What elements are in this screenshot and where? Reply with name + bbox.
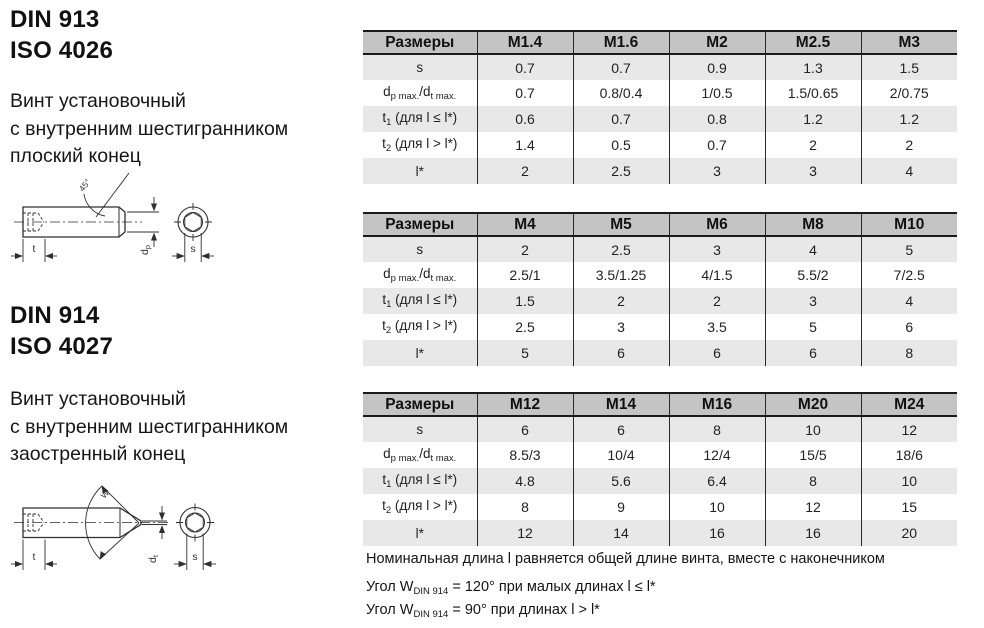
table-row (363, 158, 957, 184)
value-cell: 6.4 (669, 468, 765, 494)
value-cell: 14 (573, 520, 669, 546)
value-cell: 0.8/0.4 (573, 80, 669, 106)
size-column-header: M10 (861, 213, 957, 236)
table-row (363, 288, 957, 314)
description-line: с внутренним шестигранником (10, 117, 289, 140)
value-cell: 16 (765, 520, 861, 546)
standard-ref-din914 (10, 300, 113, 362)
value-cell: 2/0.75 (861, 80, 957, 106)
description-flat-point (10, 88, 288, 171)
value-cell: 8 (765, 468, 861, 494)
value-cell: 5 (477, 340, 573, 366)
row-label: $d_{p max.}/d_{t max.}$ (383, 446, 457, 464)
dimension-dp-label: dp (139, 244, 152, 255)
value-cell: 12/4 (669, 442, 765, 468)
value-cell: 6 (765, 340, 861, 366)
table-row (363, 520, 957, 546)
row-label: $t_2$ (для l > l*) (382, 136, 458, 154)
value-cell: 0.5 (573, 132, 669, 158)
value-cell: 2 (477, 158, 573, 184)
note-angle-120: Угол $W_{DIN 914} = 120^\circ$ при малых длинах l ≤ l* (366, 579, 656, 597)
row-label: $t_2$ (для l > l*) (382, 498, 458, 516)
value-cell: 12 (765, 494, 861, 520)
value-cell: 3.5/1.25 (573, 262, 669, 288)
end-view-hex-socket (172, 203, 214, 262)
value-cell: 2 (573, 288, 669, 314)
value-cell: 6 (573, 416, 669, 442)
value-cell: 1.5 (861, 54, 957, 80)
description-cone-point (10, 386, 288, 469)
hex-socket-outline (187, 513, 203, 532)
table-row (363, 262, 957, 288)
value-cell: 0.7 (573, 106, 669, 132)
value-cell: 3 (765, 288, 861, 314)
value-cell: 1.2 (861, 106, 957, 132)
dimensions-header: Размеры (363, 213, 477, 236)
dimension-dt-label: dt (147, 555, 160, 563)
value-cell: 0.8 (669, 106, 765, 132)
value-cell: 6 (861, 314, 957, 340)
value-cell: 2 (669, 288, 765, 314)
value-cell: 8 (477, 494, 573, 520)
center-ticks (174, 203, 212, 241)
value-cell: 2.5 (573, 158, 669, 184)
value-cell: 1.2 (765, 106, 861, 132)
table-header-row (363, 393, 957, 416)
value-cell: 8.5/3 (477, 442, 573, 468)
value-cell: 5 (765, 314, 861, 340)
dimension-t-label: t (32, 243, 36, 255)
note-nominal-length: Номинальная длина l равняется общей длине винта, вместе с наконечником (366, 551, 885, 567)
table-row (363, 340, 957, 366)
value-cell: 2.5 (573, 236, 669, 262)
table-row (363, 468, 957, 494)
value-cell: 2 (861, 132, 957, 158)
center-ticks (176, 504, 214, 542)
value-cell: 12 (477, 520, 573, 546)
value-cell: 1.3 (765, 54, 861, 80)
dimension-s-label: s (190, 243, 196, 255)
value-cell: 20 (861, 520, 957, 546)
size-column-header: M6 (669, 213, 765, 236)
note-angle-90: Угол $W_{DIN 914} = 90^\circ$ при длинах l > l* (366, 602, 600, 620)
socket-circle (184, 213, 203, 232)
description-line: плоский конец (10, 145, 141, 167)
value-cell: 2.5/1 (477, 262, 573, 288)
row-label: $t_2$ (для l > l*) (382, 318, 458, 336)
row-label: s (416, 242, 424, 257)
standard-ref-din913 (10, 4, 113, 66)
value-cell: 7/2.5 (861, 262, 957, 288)
size-column-header: M16 (669, 393, 765, 416)
value-cell: 8 (669, 416, 765, 442)
value-cell: 18/6 (861, 442, 957, 468)
value-cell: 10 (669, 494, 765, 520)
value-cell: 1.5/0.65 (765, 80, 861, 106)
value-cell: 2 (765, 132, 861, 158)
angle-w-label: W (98, 487, 112, 501)
table-row (363, 132, 957, 158)
row-label: $d_{p max.}/d_{t max.}$ (383, 84, 457, 102)
value-cell: 0.7 (477, 80, 573, 106)
size-column-header: M24 (861, 393, 957, 416)
value-cell: 6 (573, 340, 669, 366)
row-label: $d_{p max.}/d_{t max.}$ (383, 266, 457, 284)
dimensions-table-m12-to-m24 (363, 392, 957, 546)
size-column-header: M2.5 (765, 31, 861, 54)
value-cell: 0.6 (477, 106, 573, 132)
row-label: l* (415, 525, 424, 541)
value-cell: 0.7 (669, 132, 765, 158)
value-cell: 6 (669, 340, 765, 366)
value-cell: 1/0.5 (669, 80, 765, 106)
value-cell: 9 (573, 494, 669, 520)
dimension-t-label: t (32, 551, 36, 563)
value-cell: 2.5 (477, 314, 573, 340)
socket-circle (186, 513, 205, 532)
value-cell: 2 (477, 236, 573, 262)
table-row (363, 106, 957, 132)
size-column-header: M2 (669, 31, 765, 54)
value-cell: 15/5 (765, 442, 861, 468)
value-cell: 0.9 (669, 54, 765, 80)
drawing-flat-point-set-screw (8, 163, 238, 265)
value-cell: 3 (765, 158, 861, 184)
table-row (363, 236, 957, 262)
description-line: заостренный конец (10, 443, 186, 465)
value-cell: 5 (861, 236, 957, 262)
value-cell: 0.7 (477, 54, 573, 80)
row-label: $t_1$ (для l ≤ l*) (382, 472, 458, 490)
table-row (363, 314, 957, 340)
table-row (363, 416, 957, 442)
value-cell: 15 (861, 494, 957, 520)
dimension-s-label: s (192, 551, 198, 563)
dimensions-header: Размеры (363, 31, 477, 54)
table-row (363, 494, 957, 520)
angle-45-label: 45° (76, 177, 93, 194)
size-column-header: M1.4 (477, 31, 573, 54)
value-cell: 16 (669, 520, 765, 546)
value-cell: 1.5 (477, 288, 573, 314)
description-line: Винт установочный (10, 90, 186, 112)
value-cell: 3 (669, 158, 765, 184)
side-view-flat (11, 173, 159, 262)
table-row (363, 442, 957, 468)
table-row (363, 80, 957, 106)
size-column-header: M3 (861, 31, 957, 54)
chamfer-callout-arc (84, 194, 105, 216)
table-header-row (363, 213, 957, 236)
row-label: s (416, 422, 424, 437)
value-cell: 12 (861, 416, 957, 442)
value-cell: 3.5 (669, 314, 765, 340)
iso-4027-title: ISO 4027 (10, 333, 114, 360)
value-cell: 4.8 (477, 468, 573, 494)
dimensions-table-m4-to-m10 (363, 212, 957, 366)
row-label: s (416, 60, 424, 75)
value-cell: 0.7 (573, 54, 669, 80)
dimensions-table-m1-4-to-m3 (363, 30, 957, 184)
value-cell: 10/4 (573, 442, 669, 468)
value-cell: 10 (765, 416, 861, 442)
size-column-header: M5 (573, 213, 669, 236)
row-label: $t_1$ (для l ≤ l*) (382, 110, 458, 128)
value-cell: 1.4 (477, 132, 573, 158)
hex-socket-outline (185, 213, 201, 232)
dimensions-header: Размеры (363, 393, 477, 416)
value-cell: 5.5/2 (765, 262, 861, 288)
row-label: $t_1$ (для l ≤ l*) (382, 292, 458, 310)
value-cell: 4/1.5 (669, 262, 765, 288)
size-column-header: M20 (765, 393, 861, 416)
value-cell: 3 (669, 236, 765, 262)
value-cell: 5.6 (573, 468, 669, 494)
description-line: Винт установочный (10, 388, 186, 410)
size-column-header: M1.6 (573, 31, 669, 54)
side-view-cone (11, 486, 170, 570)
value-cell: 8 (861, 340, 957, 366)
drawing-cone-point-set-screw (8, 473, 238, 573)
row-label: l* (415, 163, 424, 179)
value-cell: 10 (861, 468, 957, 494)
size-column-header: M12 (477, 393, 573, 416)
value-cell: 6 (477, 416, 573, 442)
value-cell: 4 (861, 288, 957, 314)
din-914-title: DIN 914 (10, 302, 100, 329)
value-cell: 4 (861, 158, 957, 184)
outer-diameter-circle (178, 207, 208, 237)
size-column-header: M8 (765, 213, 861, 236)
end-view-hex-socket (174, 504, 216, 571)
outer-diameter-circle (180, 508, 210, 538)
value-cell: 3 (573, 314, 669, 340)
table-row (363, 54, 957, 80)
din-913-title: DIN 913 (10, 6, 100, 33)
row-label: l* (415, 345, 424, 361)
size-column-header: M14 (573, 393, 669, 416)
table-header-row (363, 31, 957, 54)
value-cell: 4 (765, 236, 861, 262)
iso-4026-title: ISO 4026 (10, 37, 114, 64)
size-column-header: M4 (477, 213, 573, 236)
description-line: с внутренним шестигранником (10, 415, 289, 438)
